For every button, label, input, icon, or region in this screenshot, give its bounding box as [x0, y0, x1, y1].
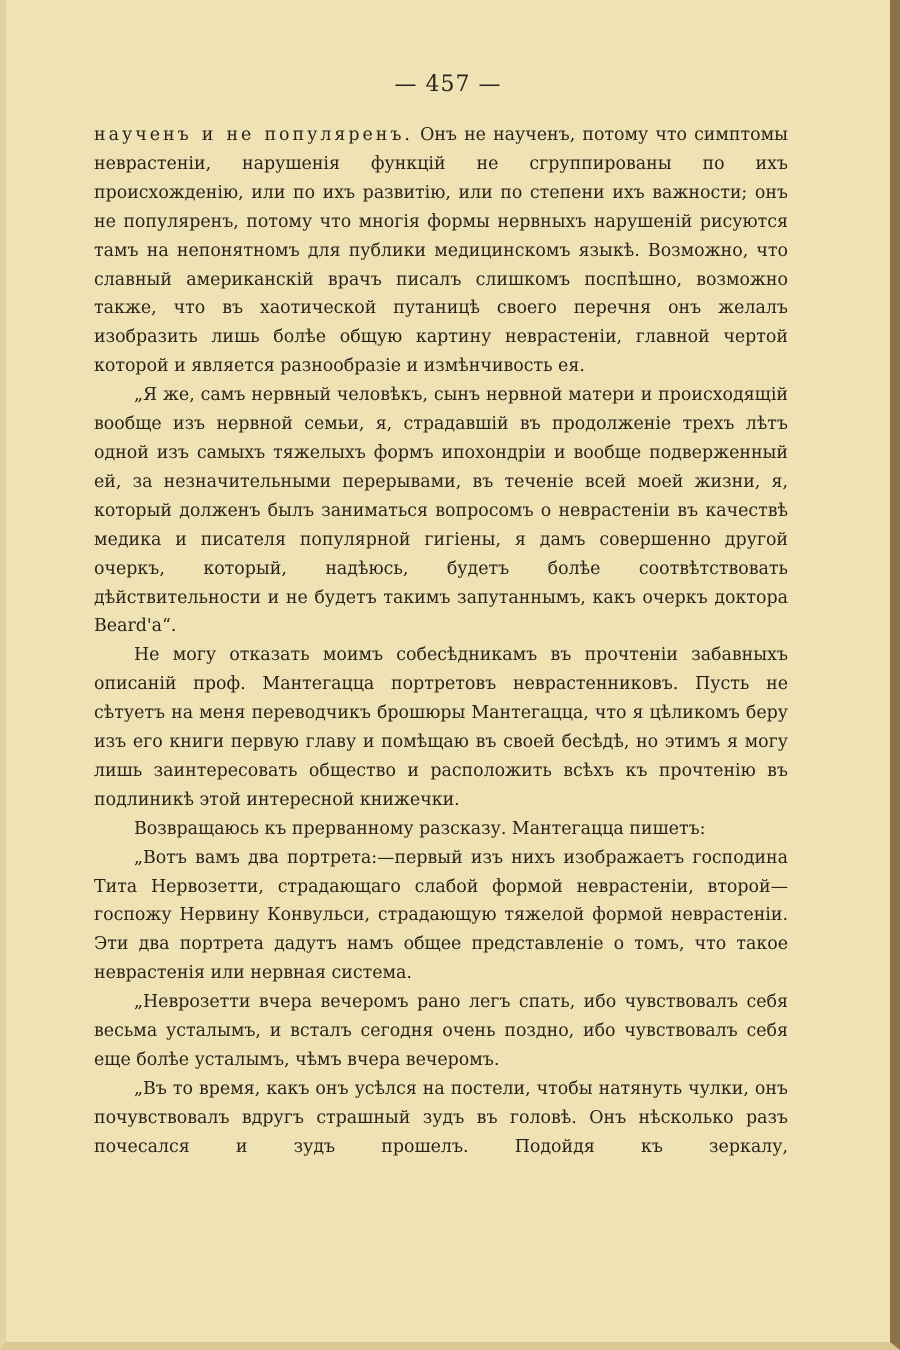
- paragraph-1-text: Онъ не наученъ, потому что симптомы неврастеніи, нарушенія функцій не сгруппированы по ихъ происхожденію, или по ихъ развитію, или по степени ихъ важности; онъ не популяренъ, потому что многія формы нервныхъ нарушеній рисуются тамъ на непонятномъ для публики медицинскомъ языкѣ. Возможно, что славный американскій врачъ писалъ слишкомъ поспѣшно, возможно также, что въ хаотической путаницѣ своего перечня онъ желалъ изобразить лишь болѣе общую картину неврастеніи, главной чертой которой и является разнообразіе и измѣнчивость ея.: [94, 125, 788, 377]
- page-number: — 457 —: [394, 72, 502, 97]
- paragraph-1: [94, 121, 788, 381]
- paragraph-5: „Вотъ вамъ два портрета:—первый изъ нихъ изображаетъ господина Тита Нервозетти, страдающаго слабой формой неврастеніи, второй—госпожу Нервину Конвульси, страдающую тяжелой формой неврастеніи. Эти два портрета дадутъ намъ общее представленіе о томъ, что такое неврастенія или нервная система.: [94, 847, 788, 984]
- spaced-emphasis: наученъ и не популяренъ.: [94, 125, 413, 145]
- paragraph-6: „Неврозетти вчера вечеромъ рано легъ спать, ибо чувствовалъ себя весьма усталымъ, и всталъ сегодня очень поздно, ибо чувствовалъ себя еще болѣе усталымъ, чѣмъ вчера вечеромъ.: [94, 992, 788, 1070]
- paragraph-7: „Въ то время, какъ онъ усѣлся на постели, чтобы натянуть чулки, онъ почувствовалъ вдругъ страшный зудъ въ головѣ. Онъ нѣсколько разъ почесался и зудъ прошелъ. Подойдя къ зеркалу,: [94, 1078, 788, 1157]
- paragraph-3: Не могу отказать моимъ собесѣдникамъ въ прочтеніи забавныхъ описаній проф. Мантегацца портретовъ неврастенниковъ. Пусть не сѣтуетъ на меня переводчикъ брошюры Мантегацца, что я цѣликомъ беру изъ его книги первую главу и помѣщаю въ своей бесѣдѣ, но этимъ я могу лишь заинтересовать общество и расположить всѣхъ къ прочтенію въ подлиникѣ этой интересной книжечки.: [94, 645, 788, 810]
- paragraph-2: „Я же, самъ нервный человѣкъ, сынъ нервной матери и происходящій вообще изъ нервной семьи, я, страдавшій въ продолженіе трехъ лѣтъ одной изъ самыхъ тяжелыхъ формъ ипохондріи и вообще подверженный ей, за незначительными перерывами, въ теченіе всей моей жизни, я, который долженъ былъ заниматься вопросомъ о неврастеніи въ качествѣ медика и писателя популярной гигіены, я дамъ совершенно другой очеркъ, который, надѣюсь, будетъ болѣе соотвѣтствовать дѣйствительности и не будетъ такимъ запутаннымъ, какъ очеркъ доктора Beard'a“.: [94, 385, 788, 637]
- body-text: [94, 121, 788, 1162]
- paragraph-4: Возвращаюсь къ прерванному разсказу. Мантегацца пишетъ:: [134, 818, 706, 839]
